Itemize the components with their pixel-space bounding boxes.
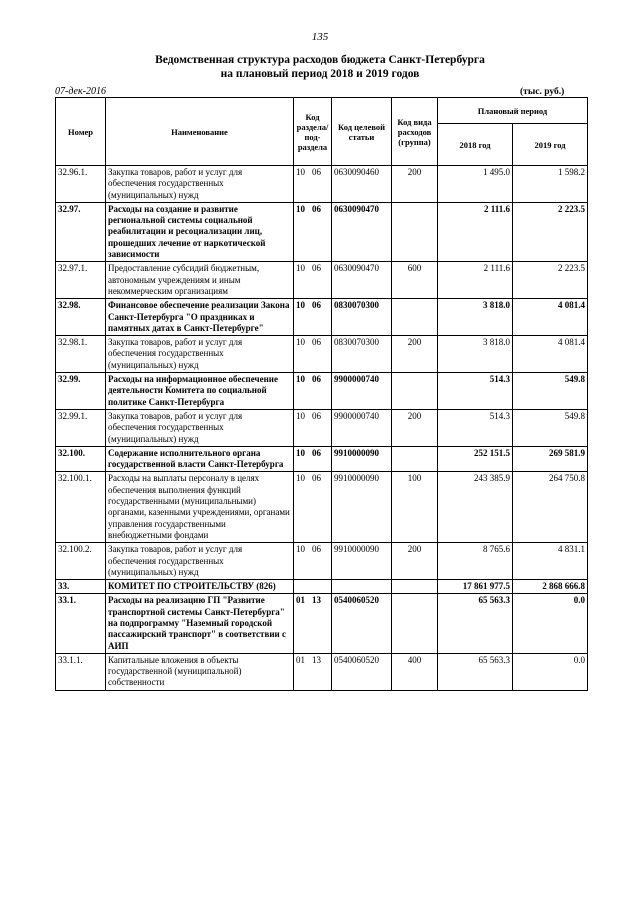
table-row	[56, 594, 588, 653]
row-target-code: 0830070300	[332, 299, 392, 336]
row-target-code: 0630090460	[332, 166, 392, 203]
section-code: 10	[296, 337, 305, 348]
row-number: 32.98.	[56, 299, 106, 336]
table-row	[56, 299, 588, 336]
row-value-2018: 2 111.6	[438, 202, 513, 261]
row-number: 32.99.1.	[56, 409, 106, 446]
section-code: 10	[296, 167, 305, 177]
row-value-2018: 65 563.3	[438, 653, 513, 690]
table-row	[56, 262, 588, 299]
row-value-2019: 1 598.2	[513, 166, 588, 203]
row-value-2019: 549.8	[513, 409, 588, 446]
row-number: 32.96.1.	[56, 166, 106, 203]
row-section-code	[294, 373, 332, 410]
row-number: 33.1.	[56, 594, 106, 653]
subsection-code: 06	[312, 473, 321, 484]
row-number: 32.98.1.	[56, 336, 106, 373]
row-value-2019: 2 868 666.8	[513, 580, 588, 594]
table-body	[56, 166, 588, 691]
row-target-code: 0540060520	[332, 594, 392, 653]
header-section: Код раздела/ под-раздела	[294, 98, 332, 166]
table-row	[56, 202, 588, 261]
row-target-code: 9910000090	[332, 472, 392, 543]
row-target-code: 9900000740	[332, 373, 392, 410]
row-section-code	[294, 336, 332, 373]
row-name: Финансовое обеспечение реализации Закона Санкт-Петербурга "О праздниках и памятных датах в Санкт-Петербурге"	[106, 299, 294, 336]
row-value-2018: 3 818.0	[438, 299, 513, 336]
row-value-2019: 264 750.8	[513, 472, 588, 543]
table-row	[56, 166, 588, 203]
row-number: 32.100.	[56, 446, 106, 472]
row-value-2019: 0.0	[513, 594, 588, 653]
row-name: Закупка товаров, работ и услуг для обеспечения государственных (муниципальных) нужд	[106, 409, 294, 446]
row-expense-type	[392, 299, 438, 336]
row-value-2018: 514.3	[438, 409, 513, 446]
row-value-2018: 65 563.3	[438, 594, 513, 653]
row-name: Предоставление субсидий бюджетным, автономным учреждениям и иным некоммерческим организациям	[106, 262, 294, 299]
title-line-2: на плановый период 2018 и 2019 годов	[220, 68, 420, 80]
row-value-2018: 514.3	[438, 373, 513, 410]
row-value-2019: 549.8	[513, 373, 588, 410]
row-expense-type: 200	[392, 543, 438, 580]
row-target-code: 9900000740	[332, 409, 392, 446]
section-code: 10	[296, 544, 305, 555]
row-section-code	[294, 166, 332, 203]
row-expense-type	[392, 594, 438, 653]
table-row	[56, 472, 588, 543]
page-number: 135	[311, 31, 329, 43]
row-section-code	[294, 543, 332, 580]
section-code: 10	[296, 263, 305, 274]
header-year-2019: 2019 год	[513, 124, 588, 166]
section-code: 10	[296, 410, 305, 421]
row-expense-type	[392, 202, 438, 261]
row-value-2019: 4 081.4	[513, 299, 588, 336]
row-number: 32.97.	[56, 202, 106, 261]
row-number: 33.1.1.	[56, 653, 106, 690]
row-target-code: 9910000090	[332, 543, 392, 580]
row-name: Закупка товаров, работ и услуг для обеспечения государственных (муниципальных) нужд	[106, 543, 294, 580]
row-target-code: 0540060520	[332, 653, 392, 690]
row-value-2018: 252 151.5	[438, 446, 513, 472]
row-name: Расходы на реализацию ГП "Развитие транспортной системы Санкт-Петербурга" на подпрограмму "Наземный городской пассажирский транспорт" в соответствии с АИП	[106, 594, 294, 653]
table-row	[56, 543, 588, 580]
row-value-2019: 4 831.1	[513, 543, 588, 580]
row-section-code	[294, 299, 332, 336]
row-expense-type: 200	[392, 409, 438, 446]
row-name: КОМИТЕТ ПО СТРОИТЕЛЬСТВУ (826)	[106, 580, 294, 594]
row-value-2019: 4 081.4	[513, 336, 588, 373]
row-target-code: 0630090470	[332, 202, 392, 261]
subsection-code: 06	[312, 300, 321, 311]
header-planned-period: Плановый период	[438, 98, 588, 124]
row-section-code	[294, 262, 332, 299]
subsection-code: 06	[312, 337, 321, 348]
row-number: 32.100.1.	[56, 472, 106, 543]
row-value-2019: 2 223.5	[513, 202, 588, 261]
row-expense-type	[392, 580, 438, 594]
row-section-code	[294, 594, 332, 653]
row-value-2018: 8 765.6	[438, 543, 513, 580]
subsection-code: 06	[312, 167, 321, 177]
table-row	[56, 336, 588, 373]
row-value-2018: 1 495.0	[438, 166, 513, 203]
subsection-code: 06	[312, 544, 321, 555]
subsection-code: 06	[312, 374, 321, 385]
subsection-code: 13	[312, 595, 321, 606]
row-expense-type: 100	[392, 472, 438, 543]
table-row	[56, 580, 588, 594]
row-name: Закупка товаров, работ и услуг для обеспечения государственных (муниципальных) нужд	[106, 166, 294, 203]
row-number: 32.97.1.	[56, 262, 106, 299]
row-expense-type	[392, 373, 438, 410]
section-code: 10	[296, 203, 305, 214]
subsection-code: 06	[312, 263, 321, 274]
section-code: 10	[296, 473, 305, 484]
row-target-code	[332, 580, 392, 594]
header-target: Код целевой статьи	[332, 98, 392, 166]
row-name: Расходы на выплаты персоналу в целях обеспечения выполнения функций государственными (муниципальными) органами, казенными учреждениями, органами управления государственными внебюджетными фондами	[106, 472, 294, 543]
row-section-code	[294, 202, 332, 261]
header-year-2018: 2018 год	[438, 124, 513, 166]
table-row	[56, 653, 588, 690]
subsection-code: 06	[312, 447, 321, 458]
subsection-code: 06	[312, 410, 321, 421]
row-section-code	[294, 472, 332, 543]
section-code: 01	[296, 654, 305, 665]
table-row	[56, 446, 588, 472]
row-expense-type: 400	[392, 653, 438, 690]
row-name: Расходы на создание и развитие региональной системы социальной реабилитации и ресоциализации лиц, прошедших лечение от наркотической зависимости	[106, 202, 294, 261]
row-section-code	[294, 580, 332, 594]
document-title	[0, 53, 640, 81]
row-target-code: 9910000090	[332, 446, 392, 472]
budget-table	[55, 97, 588, 691]
table-row	[56, 373, 588, 410]
header-expense-type: Код вида расходов (группа)	[392, 98, 438, 166]
title-line-1: Ведомственная структура расходов бюджета Санкт-Петербурга	[155, 54, 485, 66]
row-expense-type: 200	[392, 336, 438, 373]
row-number: 32.99.	[56, 373, 106, 410]
row-name: Содержание исполнительного органа государственной власти Санкт-Петербурга	[106, 446, 294, 472]
row-name: Расходы на информационное обеспечение деятельности Комитета по социальной политике Санкт-Петербурга	[106, 373, 294, 410]
row-name: Закупка товаров, работ и услуг для обеспечения государственных (муниципальных) нужд	[106, 336, 294, 373]
table-header	[56, 98, 588, 166]
row-name: Капитальные вложения в объекты государственной (муниципальной) собственности	[106, 653, 294, 690]
row-value-2018: 3 818.0	[438, 336, 513, 373]
row-value-2019: 269 581.9	[513, 446, 588, 472]
row-value-2019: 0.0	[513, 653, 588, 690]
header-number: Номер	[56, 98, 106, 166]
units-label: (тыс. руб.)	[520, 87, 565, 97]
header-name: Наименование	[106, 98, 294, 166]
row-number: 32.100.2.	[56, 543, 106, 580]
section-code: 10	[296, 300, 305, 311]
section-code: 10	[296, 374, 305, 385]
row-expense-type: 600	[392, 262, 438, 299]
section-code: 10	[296, 447, 305, 458]
subsection-code: 13	[312, 654, 321, 665]
row-target-code: 0830070300	[332, 336, 392, 373]
row-value-2019: 2 223.5	[513, 262, 588, 299]
row-value-2018: 2 111.6	[438, 262, 513, 299]
section-code: 01	[296, 595, 305, 606]
table-row	[56, 409, 588, 446]
row-section-code	[294, 653, 332, 690]
row-value-2018: 243 385.9	[438, 472, 513, 543]
row-value-2018: 17 861 977.5	[438, 580, 513, 594]
document-date: 07-дек-2016	[55, 86, 106, 97]
row-section-code	[294, 446, 332, 472]
row-expense-type: 200	[392, 166, 438, 203]
row-number: 33.	[56, 580, 106, 594]
row-section-code	[294, 409, 332, 446]
subsection-code: 06	[312, 203, 321, 214]
row-expense-type	[392, 446, 438, 472]
row-target-code: 0630090470	[332, 262, 392, 299]
